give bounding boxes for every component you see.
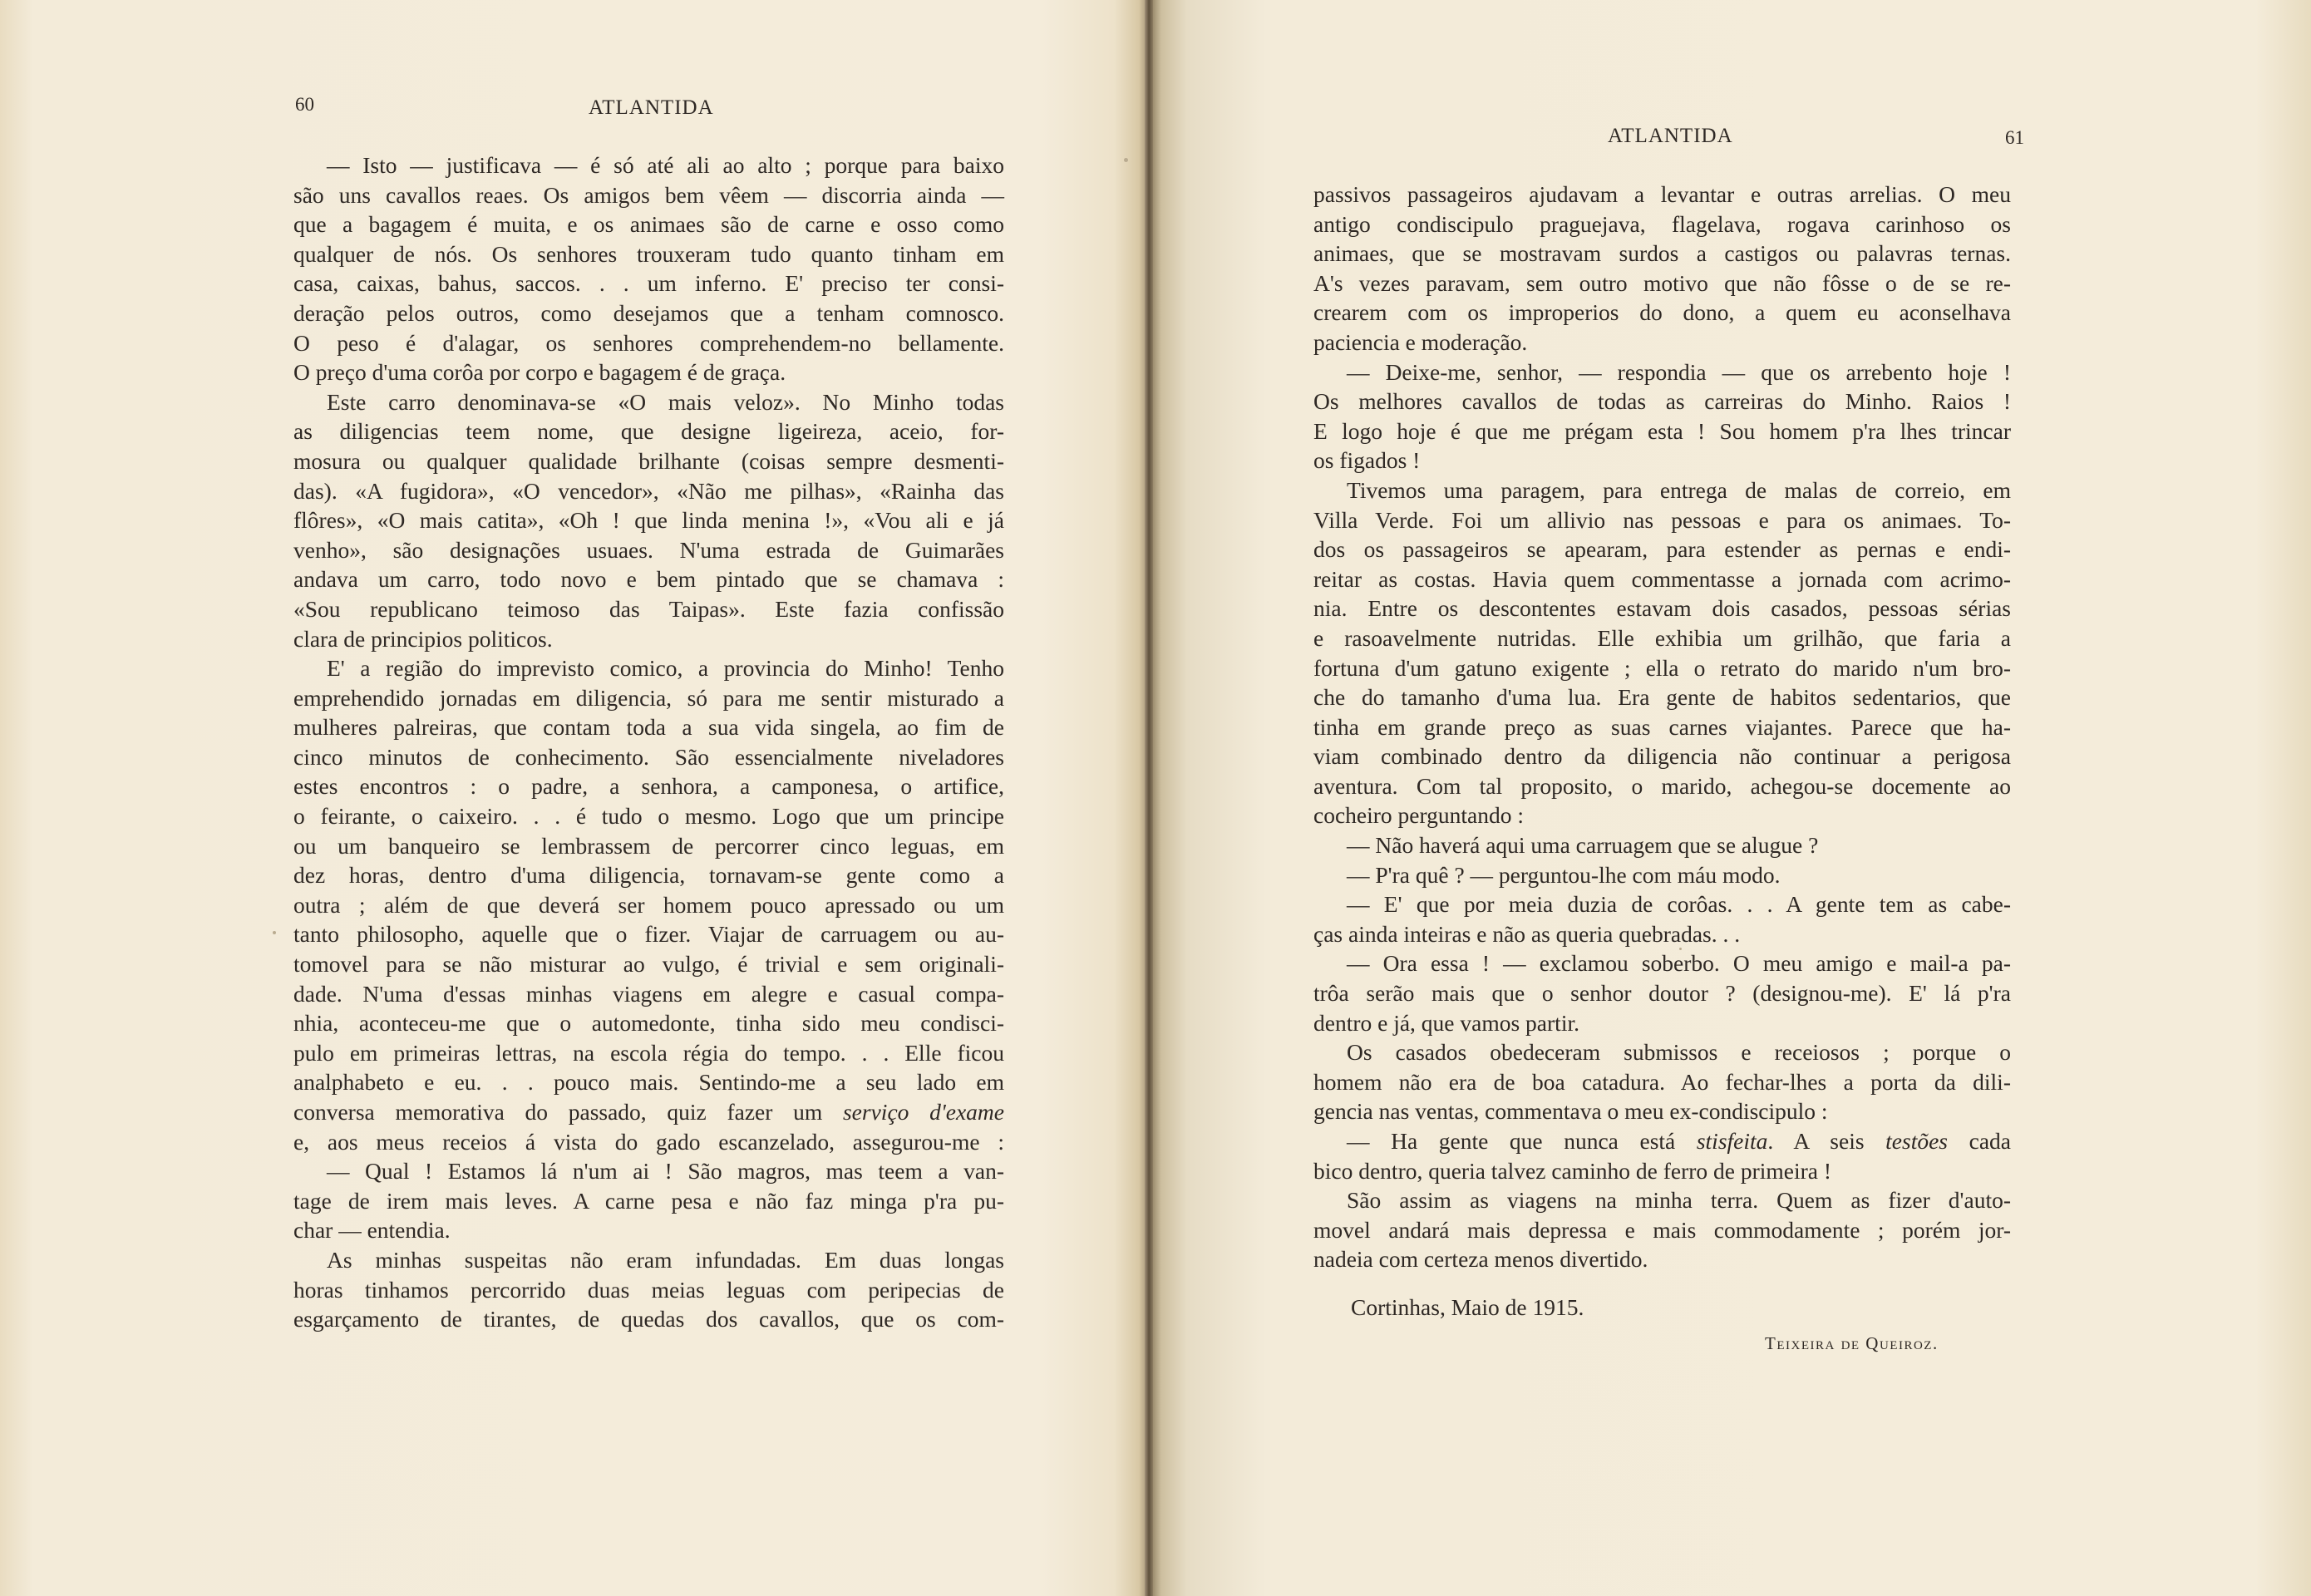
text-line: dez horas, dentro d'uma diligencia, tornavam-se gente como a [293, 862, 1004, 889]
text-span: cada [1948, 1128, 2011, 1154]
text-line: ou um banqueiro se lembrassem de percorrer cinco leguas, em [293, 832, 1004, 859]
text-line: Villa Verde. Foi um allivio nas pessoas e para os animaes. To- [1313, 506, 2011, 533]
text-line: que a bagagem é muita, e os animaes são de carne e osso como [293, 211, 1004, 238]
text-line: nia. Entre os descontentes estavam dois casados, pessoas sérias [1313, 595, 2011, 622]
text-line: e, aos meus receios á vista do gado escanzelado, assegurou-me : [293, 1128, 1004, 1155]
text-line: fortuna d'um gatuno exigente ; ella o retrato do marido n'um bro- [1313, 654, 2011, 681]
text-line: — Deixe-me, senhor, — respondia — que os arrebento hoje ! [1347, 358, 2011, 385]
text-line: antigo condiscipulo praguejava, flagelava, rogava carinhoso os [1313, 210, 2011, 237]
text-line: dos os passageiros se apearam, para estender as pernas e endi- [1313, 536, 2011, 563]
text-line: outra ; além de que deverá ser homem pouco apressado ou um [293, 891, 1004, 918]
text-line: andava um carro, todo novo e bem pintado que se chamava : [293, 566, 1004, 593]
text-line: crearem com os improperios do dono, a quem eu aconselhava [1313, 299, 2011, 326]
text-line: São assim as viagens na minha terra. Quem as fizer d'auto- [1347, 1187, 2011, 1214]
text-line: O peso é d'alagar, os senhores comprehendem-no bellamente. [293, 329, 1004, 356]
running-head: ATLANTIDA [1608, 125, 1733, 147]
text-line: deração pelos outros, como desejamos que a tenham comnosco. [293, 299, 1004, 326]
text-line: viam combinado dentro da diligencia não continuar a perigosa [1313, 743, 2011, 770]
left-page [0, 0, 1150, 1596]
place-date: Cortinhas, Maio de 1915. [1351, 1294, 1584, 1320]
text-line: paciencia e moderação. [1313, 328, 1528, 355]
text-line: e rasoavelmente nutridas. Elle exhibia um grilhão, que faria a [1313, 624, 2011, 651]
text-span: conversa memorativa do passado, quiz fazer um [293, 1099, 843, 1125]
text-line: — Isto — justificava — é só até ali ao alto ; porque para baixo [327, 152, 1004, 178]
body-text [293, 150, 1004, 1334]
text-line [1313, 1126, 2011, 1156]
italic-word: stisfeita [1696, 1128, 1768, 1154]
paper-speck [1124, 158, 1128, 162]
text-span: . A seis [1767, 1128, 1886, 1154]
text-line: homem não era de boa catadura. Ao fechar-lhes a porta da dili- [1313, 1068, 2011, 1095]
page-number: 60 [295, 94, 314, 115]
text-line: reitar as costas. Havia quem commentasse a jornada com acrimo- [1313, 565, 2011, 592]
text-line: — P'ra quê ? — perguntou-lhe com máu modo. [1347, 861, 1781, 888]
text-line: horas tinhamos percorrido duas meias leguas com peripecias de [293, 1276, 1004, 1303]
text-line: cinco minutos de conhecimento. São essencialmente niveladores [293, 743, 1004, 770]
text-line [293, 1097, 1004, 1127]
text-line: As minhas suspeitas não eram infundadas. Em duas longas [327, 1246, 1004, 1273]
running-head: ATLANTIDA [589, 96, 714, 119]
text-line: tomovel para se não misturar ao vulgo, é trivial e sem originali- [293, 951, 1004, 978]
body-text [1313, 180, 2011, 1274]
text-line: mosura ou qualquer qualidade brilhante (coisas sempre desmenti- [293, 447, 1004, 474]
text-line: Este carro denominava-se «O mais veloz». No Minho todas [327, 388, 1004, 415]
text-line: pulo em primeiras lettras, na escola régia do tempo. . . Elle ficou [293, 1039, 1004, 1066]
text-line: Tivemos uma paragem, para entrega de malas de correio, em [1347, 476, 2011, 503]
text-line: — Qual ! Estamos lá n'um ai ! São magros, mas teem a van- [327, 1158, 1004, 1185]
text-line: dade. N'uma d'essas minhas viagens em alegre e casual compa- [293, 980, 1004, 1007]
text-line: ças ainda inteiras e não as queria quebradas. . . [1313, 920, 1741, 947]
text-line: as diligencias teem nome, que designe ligeireza, aceio, for- [293, 418, 1004, 445]
author-signature: Teixeira de Queiroz. [1765, 1333, 1939, 1353]
text-line: — Ora essa ! — exclamou soberbo. O meu amigo e mail-a pa- [1347, 950, 2011, 977]
text-line: nadeia com certeza menos divertido. [1313, 1246, 1648, 1273]
text-line: — E' que por meia duzia de corôas. . . A gente tem as cabe- [1347, 891, 2011, 918]
text-line: o feirante, o caixeiro. . . é tudo o mesmo. Logo que um principe [293, 803, 1004, 830]
text-line: O preço d'uma corôa por corpo e bagagem é de graça. [293, 359, 786, 386]
text-line: cocheiro perguntando : [1313, 802, 1525, 829]
text-line: emprehendido jornadas em diligencia, só para me sentir misturado a [293, 684, 1004, 711]
text-line: bico dentro, queria talvez caminho de ferro de primeira ! [1313, 1157, 1832, 1184]
text-line: E logo hoje é que me prégam esta ! Sou homem p'ra lhes trincar [1313, 417, 2011, 444]
text-line: das). «A fugidora», «O vencedor», «Não me pilhas», «Rainha das [293, 477, 1004, 504]
paper-speck [1679, 948, 1682, 950]
text-line: «Sou republicano teimoso das Taipas». Este fazia confissão [293, 595, 1004, 622]
text-line: dentro e já, que vamos partir. [1313, 1009, 1579, 1036]
text-line: Os casados obedeceram submissos e receiosos ; porque o [1347, 1039, 2011, 1066]
text-line: char — entendia. [293, 1217, 451, 1244]
text-span: — Ha gente que nunca está [1347, 1128, 1697, 1154]
page-number: 61 [2005, 127, 2024, 148]
text-line: os figados ! [1313, 447, 1421, 474]
text-line: tinha em grande preço as suas carnes viajantes. Parece que ha- [1313, 713, 2011, 740]
text-line: nhia, aconteceu-me que o automedonte, tinha sido meu condisci- [293, 1010, 1004, 1037]
text-line: E' a região do imprevisto comico, a provincia do Minho! Tenho [327, 655, 1004, 682]
text-line: estes encontros : o padre, a senhora, a camponesa, o artifice, [293, 773, 1004, 800]
text-line: tanto philosopho, aquelle que o fizer. Viajar de carruagem ou au- [293, 921, 1004, 948]
text-line: Os melhores cavallos de todas as carreiras do Minho. Raios ! [1313, 388, 2011, 415]
italic-phrase: serviço d'exame [842, 1099, 1004, 1125]
text-line: gencia nas ventas, commentava o meu ex-condiscipulo : [1313, 1098, 1828, 1125]
text-line: che do tamanho d'uma lua. Era gente de habitos sedentarios, que [1313, 684, 2011, 711]
text-line: A's vezes paravam, sem outro motivo que não fôsse o de se re- [1313, 269, 2011, 296]
text-line: aventura. Com tal proposito, o marido, achegou-se docemente ao [1313, 772, 2011, 799]
text-line: trôa serão mais que o senhor doutor ? (designou-me). E' lá p'ra [1313, 980, 2011, 1007]
text-line: tage de irem mais leves. A carne pesa e não faz minga p'ra pu- [293, 1187, 1004, 1214]
italic-word: testões [1885, 1128, 1949, 1154]
text-line: mulheres palreiras, que contam toda a sua vida singela, ao fim de [293, 714, 1004, 741]
text-line: clara de principios politicos. [293, 625, 553, 652]
text-line: movel andará mais depressa e mais commodamente ; porém jor- [1313, 1216, 2011, 1243]
text-line: casa, caixas, bahus, saccos. . . um inferno. E' preciso ter consi- [293, 270, 1004, 297]
text-line: — Não haverá aqui uma carruagem que se alugue ? [1347, 832, 1819, 859]
text-line: esgarçamento de tirantes, de quedas dos cavallos, que os com- [293, 1306, 1004, 1332]
book-spine [1145, 0, 1153, 1596]
text-line: flôres», «O mais catita», «Oh ! que linda menina !», «Vou ali e já [293, 507, 1004, 534]
right-page [1150, 0, 2311, 1596]
text-line: são uns cavallos reaes. Os amigos bem vêem — discorria ainda — [293, 181, 1004, 208]
text-line: passivos passageiros ajudavam a levantar e outras arrelias. O meu [1313, 181, 2011, 207]
text-line: venho», são designações usuaes. N'uma estrada de Guimarães [293, 536, 1004, 563]
text-line: qualquer de nós. Os senhores trouxeram tudo quanto tinham em [293, 240, 1004, 267]
paper-speck [273, 931, 276, 934]
text-line: animaes, que se mostravam surdos a castigos ou palavras ternas. [1313, 240, 2011, 267]
text-line: analphabeto e eu. . . pouco mais. Sentindo-me a seu lado em [293, 1069, 1004, 1096]
